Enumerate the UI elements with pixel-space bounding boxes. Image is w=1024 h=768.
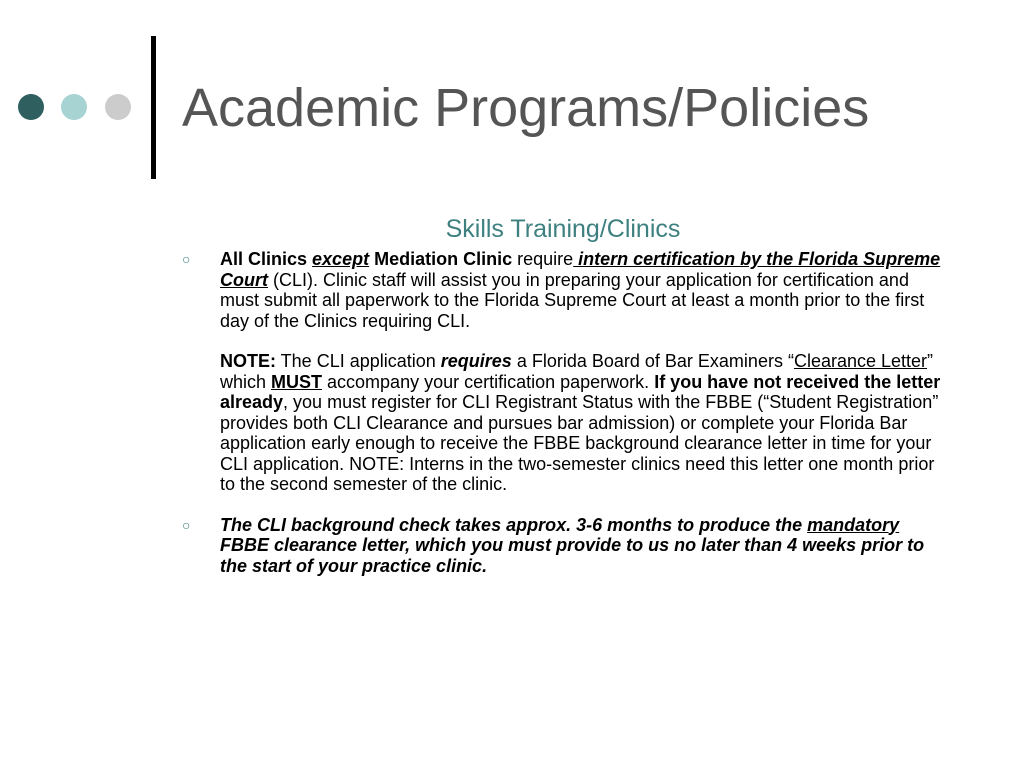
slide-subtitle: Skills Training/Clinics [445, 215, 681, 243]
text-run: intern certification by the Florida Supreme Court [220, 249, 941, 290]
text-run: NOTE: [220, 351, 276, 371]
slide-title: Academic Programs/Policies [182, 78, 870, 138]
note-paragraph [220, 351, 952, 495]
bullet-icon: ○ [182, 516, 191, 533]
text-run: Mediation Clinic [369, 249, 513, 269]
text-run: a Florida Board of Bar Examiners “ [511, 351, 794, 371]
bullet-text [220, 249, 952, 331]
text-run: If you have not received the letter already [220, 371, 941, 412]
slide-body [182, 249, 952, 576]
text-run: mandatory [807, 514, 900, 535]
text-run: MUST [271, 371, 323, 392]
text-run: The CLI background check takes approx. 3-6 months to produce the [220, 514, 808, 535]
text-run: accompany your certification paperwork. [322, 371, 655, 392]
text-run: require [512, 249, 574, 269]
text-run: All Clinics [220, 249, 313, 269]
text-run: The CLI application [276, 351, 441, 371]
text-run: except [312, 249, 370, 269]
bullet-item-clinics [182, 249, 952, 495]
dot-dark [18, 94, 44, 120]
text-run: (CLI). Clinic staff will assist you in preparing your application for certification and must submit all paperwork to the Florida Supreme Court at least a month prior to the first day of the Clinics requiring CLI. [220, 269, 925, 331]
text-run: FBBE clearance letter, which you must provide to us no later than 4 weeks prior to the start of your practice clinic. [220, 535, 925, 576]
dot-light [61, 94, 87, 120]
text-run: requires [440, 351, 512, 371]
title-divider [151, 36, 156, 179]
text-run: ” which [220, 351, 934, 392]
text-run: , you must register for CLI Registrant Status with the FBBE (“Student Registration” provides both CLI Clearance and pursues bar admission) or complete your Florida Bar application early enough to receive the FBBE background clearance letter in time for your CLI application. NOTE: Interns in the two-semester clinics need this letter one month prior to the second semester of the clinic. [220, 392, 939, 494]
text-run: Clearance Letter [793, 351, 928, 371]
bullet-icon: ○ [182, 251, 191, 267]
bullet-item-background-check [182, 515, 952, 577]
bullet-text [220, 515, 952, 577]
dot-gray [105, 94, 131, 120]
